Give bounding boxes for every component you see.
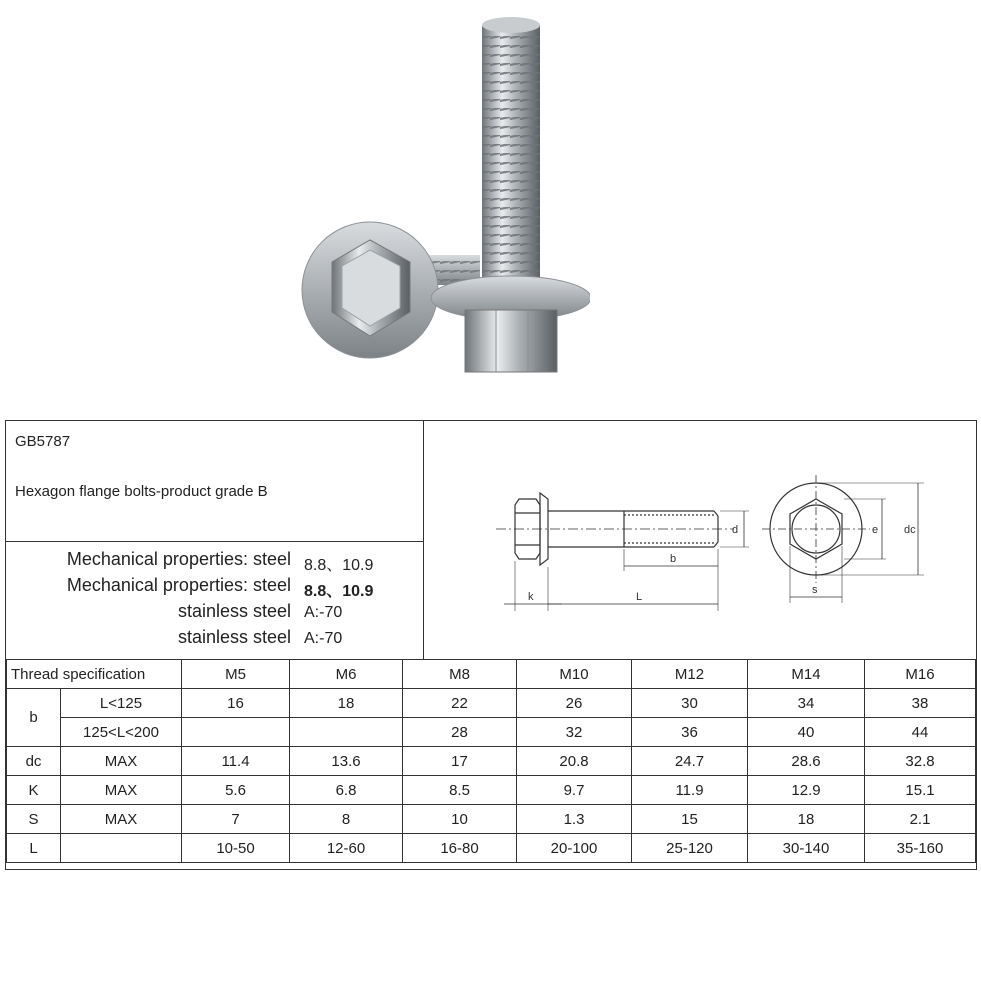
property-value: 8.8、10.9 — [304, 557, 374, 574]
property-value: 8.8、10.9 — [304, 583, 374, 600]
table-cell: 2.1 — [865, 805, 976, 834]
table-cell: 7 — [182, 805, 290, 834]
table-cell: 13.6 — [290, 747, 403, 776]
table-cell: 11.9 — [632, 776, 748, 805]
spec-header — [6, 421, 424, 659]
table-cell: 17 — [403, 747, 517, 776]
table-row — [7, 747, 976, 776]
title-box — [6, 421, 423, 542]
product-name: Hexagon flange bolts-product grade B — [15, 483, 268, 500]
table-cell: 30-140 — [748, 834, 865, 863]
table-cell: 26 — [517, 689, 632, 718]
table-cell: 20-100 — [517, 834, 632, 863]
table-cell — [182, 718, 290, 747]
table-cell: 6.8 — [290, 776, 403, 805]
table-cell: 5.6 — [182, 776, 290, 805]
table-cell: 22 — [403, 689, 517, 718]
table-cell: 18 — [290, 689, 403, 718]
row-name: L — [7, 834, 61, 863]
material-properties — [6, 543, 423, 659]
table-cell: 12.9 — [748, 776, 865, 805]
standard-code: GB5787 — [15, 433, 71, 450]
row-sub: MAX — [61, 776, 182, 805]
table-cell: 32.8 — [865, 747, 976, 776]
row-name: S — [7, 805, 61, 834]
b-label: b — [7, 689, 61, 747]
property-label: Mechanical properties: steel — [66, 549, 291, 569]
size-header: M8 — [403, 660, 517, 689]
size-header: M14 — [748, 660, 865, 689]
table-cell: 9.7 — [517, 776, 632, 805]
table-cell: 28.6 — [748, 747, 865, 776]
row-sub: MAX — [61, 805, 182, 834]
table-cell: 24.7 — [632, 747, 748, 776]
product-photo — [270, 0, 590, 390]
dim-label-s: s — [812, 584, 818, 596]
property-value: A:-70 — [304, 630, 343, 647]
dim-label-L: L — [636, 591, 643, 603]
row-condition: L<125 — [61, 689, 182, 718]
row-condition: 125<L<200 — [61, 718, 182, 747]
table-cell: 38 — [865, 689, 976, 718]
size-header: M16 — [865, 660, 976, 689]
table-cell: 28 — [403, 718, 517, 747]
dim-label-k: k — [528, 591, 534, 603]
size-header: M6 — [290, 660, 403, 689]
table-cell: 25-120 — [632, 834, 748, 863]
table-cell: 16 — [182, 689, 290, 718]
table-cell: 30 — [632, 689, 748, 718]
size-header: M5 — [182, 660, 290, 689]
property-label: stainless steel — [177, 601, 291, 621]
spec-table — [6, 659, 976, 863]
table-cell: 12-60 — [290, 834, 403, 863]
property-label: Mechanical properties: steel — [66, 575, 291, 595]
technical-drawing — [424, 421, 976, 659]
spec-sheet — [5, 420, 977, 870]
property-label: stainless steel — [177, 627, 291, 647]
thread-spec-header: Thread specification — [7, 660, 182, 689]
table-row — [7, 689, 976, 718]
size-header: M10 — [517, 660, 632, 689]
table-cell: 40 — [748, 718, 865, 747]
table-cell: 16-80 — [403, 834, 517, 863]
dim-label-b: b — [670, 553, 677, 565]
table-cell: 15.1 — [865, 776, 976, 805]
property-value: A:-70 — [304, 604, 343, 621]
table-cell: 10-50 — [182, 834, 290, 863]
table-cell: 11.4 — [182, 747, 290, 776]
table-cell: 34 — [748, 689, 865, 718]
table-cell: 10 — [403, 805, 517, 834]
dim-label-d: d — [732, 524, 739, 536]
row-name: dc — [7, 747, 61, 776]
table-cell — [290, 718, 403, 747]
row-sub: MAX — [61, 747, 182, 776]
size-header: M12 — [632, 660, 748, 689]
table-row — [7, 776, 976, 805]
row-sub — [61, 834, 182, 863]
dim-label-dc: dc — [904, 524, 916, 536]
row-name: K — [7, 776, 61, 805]
table-header-row — [7, 660, 976, 689]
table-cell: 35-160 — [865, 834, 976, 863]
table-cell: 32 — [517, 718, 632, 747]
table-row — [7, 834, 976, 863]
dim-label-e: e — [872, 524, 879, 536]
table-cell: 1.3 — [517, 805, 632, 834]
table-row — [7, 805, 976, 834]
table-cell: 20.8 — [517, 747, 632, 776]
table-cell: 8 — [290, 805, 403, 834]
table-cell: 15 — [632, 805, 748, 834]
table-row — [7, 718, 976, 747]
table-cell: 18 — [748, 805, 865, 834]
table-cell: 36 — [632, 718, 748, 747]
table-cell: 8.5 — [403, 776, 517, 805]
table-cell: 44 — [865, 718, 976, 747]
